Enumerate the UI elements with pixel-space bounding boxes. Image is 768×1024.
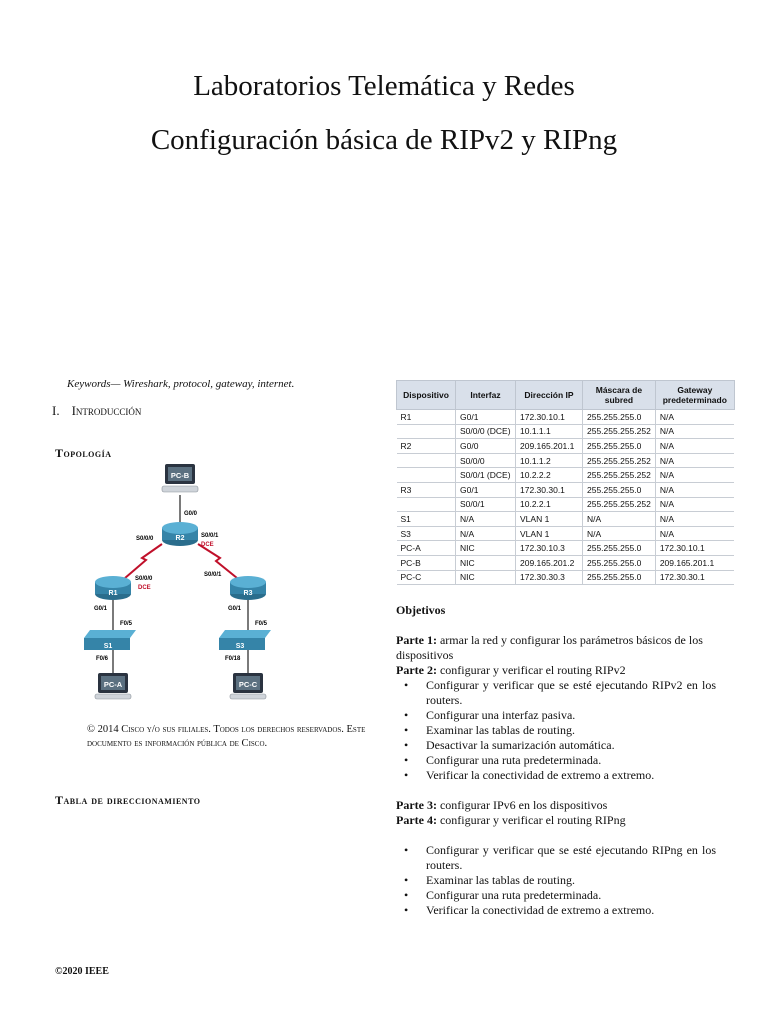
table-row bbox=[397, 526, 735, 541]
table-cell: NIC bbox=[456, 541, 516, 556]
table-cell: 255.255.255.252 bbox=[583, 453, 656, 468]
s1-f05-label: F0/5 bbox=[120, 621, 133, 627]
table-cell: N/A bbox=[655, 439, 734, 454]
table-cell: 255.255.255.252 bbox=[583, 424, 656, 439]
table-cell: R1 bbox=[397, 410, 456, 425]
pc-c-label: PC-C bbox=[238, 680, 258, 689]
table-cell: 209.165.201.1 bbox=[655, 555, 734, 570]
r2-label: R2 bbox=[175, 535, 185, 542]
table-cell: N/A bbox=[655, 424, 734, 439]
table-row bbox=[397, 410, 735, 425]
part-2 bbox=[396, 663, 716, 678]
part-2-list bbox=[396, 678, 716, 783]
section-heading bbox=[52, 403, 141, 419]
table-row bbox=[397, 541, 735, 556]
s1-label: S1 bbox=[103, 643, 113, 650]
table-cell: N/A bbox=[583, 526, 656, 541]
table-cell bbox=[397, 424, 456, 439]
r3-label: R3 bbox=[243, 590, 253, 597]
part-text: armar la red y configurar los parámetros básicos de los dispositivos bbox=[396, 633, 703, 662]
table-cell: PC-B bbox=[397, 555, 456, 570]
table-cell: S0/0/1 bbox=[456, 497, 516, 512]
table-cell: S0/0/0 (DCE) bbox=[456, 424, 516, 439]
addressing-table bbox=[396, 380, 735, 585]
r3-g01-label: G0/1 bbox=[228, 606, 242, 612]
table-cell: N/A bbox=[655, 482, 734, 497]
table-row bbox=[397, 570, 735, 585]
table-cell: N/A bbox=[655, 468, 734, 483]
table-cell: N/A bbox=[456, 526, 516, 541]
part-1 bbox=[396, 633, 716, 663]
list-item: • Verificar la conectividad de extremo a extremo. bbox=[396, 903, 716, 918]
table-cell: 10.2.2.2 bbox=[516, 468, 583, 483]
table-cell: 172.30.10.1 bbox=[516, 410, 583, 425]
r2-g00-label: G0/0 bbox=[184, 511, 198, 517]
table-cell: PC-A bbox=[397, 541, 456, 556]
r1-g01-label: G0/1 bbox=[94, 606, 108, 612]
s3-f018-label: F0/18 bbox=[225, 656, 241, 662]
table-cell: PC-C bbox=[397, 570, 456, 585]
table-cell: 255.255.255.0 bbox=[583, 439, 656, 454]
router-r2-icon bbox=[162, 522, 198, 546]
objectives-heading: Objetivos bbox=[396, 603, 446, 617]
r2-dce-label: DCE bbox=[201, 542, 214, 548]
part-text: configurar y verificar el routing RIPng bbox=[436, 813, 626, 827]
table-cell: NIC bbox=[456, 570, 516, 585]
pc-b-label: PC-B bbox=[170, 471, 190, 480]
table-cell: 172.30.30.1 bbox=[516, 482, 583, 497]
table-cell: 10.2.2.1 bbox=[516, 497, 583, 512]
table-header-row bbox=[397, 381, 735, 410]
table-cell: S3 bbox=[397, 526, 456, 541]
part-label: Parte 1: bbox=[396, 633, 437, 647]
table-cell: 172.30.30.1 bbox=[655, 570, 734, 585]
r2-s000-label: S0/0/0 bbox=[136, 536, 154, 542]
part-4 bbox=[396, 813, 716, 828]
table-cell: 209.165.201.1 bbox=[516, 439, 583, 454]
section-number: I. bbox=[52, 403, 60, 418]
s1-f06-label: F0/6 bbox=[96, 656, 109, 662]
table-cell: 172.30.30.3 bbox=[516, 570, 583, 585]
table-cell: 10.1.1.2 bbox=[516, 453, 583, 468]
table-cell: 255.255.255.252 bbox=[583, 497, 656, 512]
table-cell: 255.255.255.0 bbox=[583, 555, 656, 570]
table-row bbox=[397, 439, 735, 454]
table-cell: VLAN 1 bbox=[516, 526, 583, 541]
table-cell: 255.255.255.0 bbox=[583, 482, 656, 497]
part-label: Parte 2: bbox=[396, 663, 437, 677]
table-header: Máscara de subred bbox=[583, 381, 656, 410]
r1-label: R1 bbox=[108, 590, 118, 597]
table-cell: 255.255.255.0 bbox=[583, 541, 656, 556]
table-row bbox=[397, 512, 735, 527]
topology-heading: Topología bbox=[55, 446, 112, 460]
document-title: Laboratorios Telemática y Redes bbox=[193, 70, 575, 102]
table-cell: 172.30.10.1 bbox=[655, 541, 734, 556]
r2-s001-label: S0/0/1 bbox=[201, 533, 219, 539]
part-4-list bbox=[396, 843, 716, 918]
table-cell bbox=[397, 468, 456, 483]
table-cell: 255.255.255.252 bbox=[583, 468, 656, 483]
part-label: Parte 3: bbox=[396, 798, 437, 812]
objectives-body bbox=[396, 633, 716, 918]
table-row bbox=[397, 555, 735, 570]
table-cell: G0/0 bbox=[456, 439, 516, 454]
part-text: configurar IPv6 en los dispositivos bbox=[436, 798, 608, 812]
table-cell: VLAN 1 bbox=[516, 512, 583, 527]
table-cell: R3 bbox=[397, 482, 456, 497]
part-label: Parte 4: bbox=[396, 813, 437, 827]
table-row bbox=[397, 424, 735, 439]
s3-f05-label: F0/5 bbox=[255, 621, 268, 627]
switch-s3-icon bbox=[219, 630, 271, 650]
list-item: • Examinar las tablas de routing. bbox=[396, 873, 716, 888]
table-cell bbox=[397, 497, 456, 512]
list-item: • Configurar una ruta predeterminada. bbox=[396, 888, 716, 903]
r1-s000-label: S0/0/0 bbox=[135, 576, 153, 582]
document-subtitle: Configuración básica de RIPv2 y RIPng bbox=[150, 124, 618, 156]
table-cell: NIC bbox=[456, 555, 516, 570]
table-cell: 255.255.255.0 bbox=[583, 410, 656, 425]
table-header: Gateway predeterminado bbox=[655, 381, 734, 410]
list-item: • Configurar una ruta predeterminada. bbox=[396, 753, 716, 768]
topology-diagram bbox=[80, 460, 330, 700]
table-cell bbox=[397, 453, 456, 468]
table-cell: N/A bbox=[655, 453, 734, 468]
table-cell: N/A bbox=[456, 512, 516, 527]
table-cell: G0/1 bbox=[456, 482, 516, 497]
table-cell: N/A bbox=[583, 512, 656, 527]
table-cell: 172.30.10.3 bbox=[516, 541, 583, 556]
list-item: • Desactivar la sumarización automática. bbox=[396, 738, 716, 753]
pc-a-label: PC-A bbox=[103, 680, 123, 689]
table-cell: S1 bbox=[397, 512, 456, 527]
table-cell: 255.255.255.0 bbox=[583, 570, 656, 585]
list-item: • Configurar y verificar que se esté ejecutando RIPng en los routers. bbox=[396, 843, 716, 873]
table-header: Dispositivo bbox=[397, 381, 456, 410]
part-text: configurar y verificar el routing RIPv2 bbox=[436, 663, 626, 677]
table-cell: 10.1.1.1 bbox=[516, 424, 583, 439]
table-cell: N/A bbox=[655, 512, 734, 527]
table-cell: N/A bbox=[655, 526, 734, 541]
section-label: Introducción bbox=[71, 403, 142, 418]
footer: ©2020 IEEE bbox=[55, 966, 109, 977]
table-cell: S0/0/1 (DCE) bbox=[456, 468, 516, 483]
table-cell: R2 bbox=[397, 439, 456, 454]
addressing-table-heading: Tabla de direccionamiento bbox=[55, 793, 201, 807]
keywords: Keywords— Wireshark, protocol, gateway, internet. bbox=[67, 378, 295, 390]
s3-label: S3 bbox=[235, 643, 245, 650]
copyright-notice: © 2014 Cisco y/o sus filiales. Todos los derechos reservados. Este documento es información pública de Cisco. bbox=[87, 724, 366, 749]
table-row bbox=[397, 453, 735, 468]
list-item: • Configurar y verificar que se esté ejecutando RIPv2 en los routers. bbox=[396, 678, 716, 708]
r3-s001-label: S0/0/1 bbox=[204, 572, 222, 578]
part-3 bbox=[396, 798, 716, 813]
table-cell: S0/0/0 bbox=[456, 453, 516, 468]
table-header: Interfaz bbox=[456, 381, 516, 410]
r1-dce-label: DCE bbox=[138, 585, 151, 591]
table-cell: 209.165.201.2 bbox=[516, 555, 583, 570]
table-row bbox=[397, 497, 735, 512]
table-cell: N/A bbox=[655, 497, 734, 512]
table-cell: N/A bbox=[655, 410, 734, 425]
list-item: • Verificar la conectividad de extremo a extremo. bbox=[396, 768, 716, 783]
list-item: • Configurar una interfaz pasiva. bbox=[396, 708, 716, 723]
table-header: Dirección IP bbox=[516, 381, 583, 410]
table-cell: G0/1 bbox=[456, 410, 516, 425]
list-item: • Examinar las tablas de routing. bbox=[396, 723, 716, 738]
table-row bbox=[397, 468, 735, 483]
table-row bbox=[397, 482, 735, 497]
